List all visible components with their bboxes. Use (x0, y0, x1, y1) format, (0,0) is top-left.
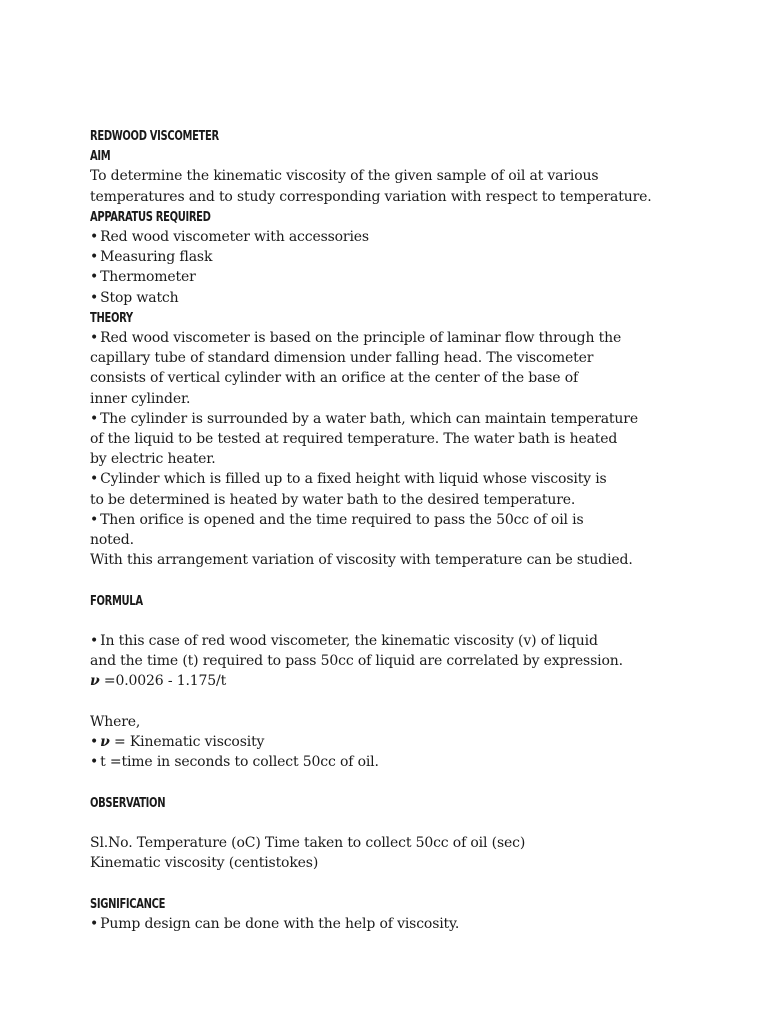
spacer (90, 813, 750, 833)
aim-heading: AIM (90, 148, 111, 165)
observation-columns-line: Kinematic viscosity (centistokes) (90, 855, 319, 872)
observation-heading: OBSERVATION (90, 794, 166, 811)
theory-text-line: • Red wood viscometer is based on the principle of laminar flow through the (90, 328, 750, 348)
formula-text-line: and the time (t) required to pass 50cc of liquid are correlated by expression. (90, 653, 623, 670)
spacer (90, 873, 750, 893)
observation-columns-line: Sl.No. Temperature (oC) Time taken to collect 50cc of oil (sec) (90, 835, 526, 852)
spacer (90, 772, 750, 792)
theory-text-line: • The cylinder is surrounded by a water bath, which can maintain temperature (90, 409, 750, 429)
apparatus-item: • Stop watch (90, 288, 750, 308)
spacer (90, 692, 750, 712)
theory-text-line: • Then orifice is opened and the time required to pass the 50cc of oil is (90, 510, 750, 530)
formula-definition: • t =time in seconds to collect 50cc of oil. (90, 752, 750, 772)
apparatus-heading: APPARATUS REQUIRED (90, 208, 211, 225)
theory-text-line: noted. (90, 532, 134, 549)
equation-text: =0.0026 - 1.175/t (99, 673, 227, 690)
apparatus-item: • Thermometer (90, 267, 750, 287)
significance-heading: SIGNIFICANCE (90, 895, 166, 912)
theory-text-line: inner cylinder. (90, 390, 191, 407)
formula-text-line: • In this case of red wood viscometer, the kinematic viscosity (v) of liquid (90, 631, 750, 651)
theory-heading: THEORY (90, 309, 133, 326)
aim-text-line: To determine the kinematic viscosity of the given sample of oil at various (90, 168, 599, 185)
aim-text-line: temperatures and to study corresponding variation with respect to temperature. (90, 188, 652, 205)
spacer (90, 611, 750, 631)
theory-text-line: of the liquid to be tested at required temperature. The water bath is heated (90, 431, 618, 448)
theory-text-line: capillary tube of standard dimension under falling head. The viscometer (90, 350, 594, 367)
formula-equation (90, 671, 750, 691)
formula-definition (90, 732, 750, 752)
theory-text-line: • Cylinder which is filled up to a fixed height with liquid whose viscosity is (90, 469, 750, 489)
significance-item: • Pump design can be done with the help of viscosity. (90, 914, 750, 934)
theory-text-line: by electric heater. (90, 451, 216, 468)
nu-symbol: ν (90, 673, 100, 690)
formula-where: Where, (90, 713, 141, 730)
apparatus-item: • Red wood viscometer with accessories (90, 227, 750, 247)
document-body (90, 126, 750, 934)
definition-text: = Kinematic viscosity (109, 734, 265, 751)
theory-text-line: consists of vertical cylinder with an orifice at the center of the base of (90, 370, 579, 387)
spacer (90, 570, 750, 590)
document-title: REDWOOD VISCOMETER (90, 128, 219, 144)
theory-closing-line: With this arrangement variation of viscosity with temperature can be studied. (90, 552, 633, 569)
formula-heading: FORMULA (90, 592, 143, 609)
apparatus-item: • Measuring flask (90, 247, 750, 267)
theory-text-line: to be determined is heated by water bath to the desired temperature. (90, 491, 576, 508)
nu-symbol: ν (100, 734, 110, 751)
